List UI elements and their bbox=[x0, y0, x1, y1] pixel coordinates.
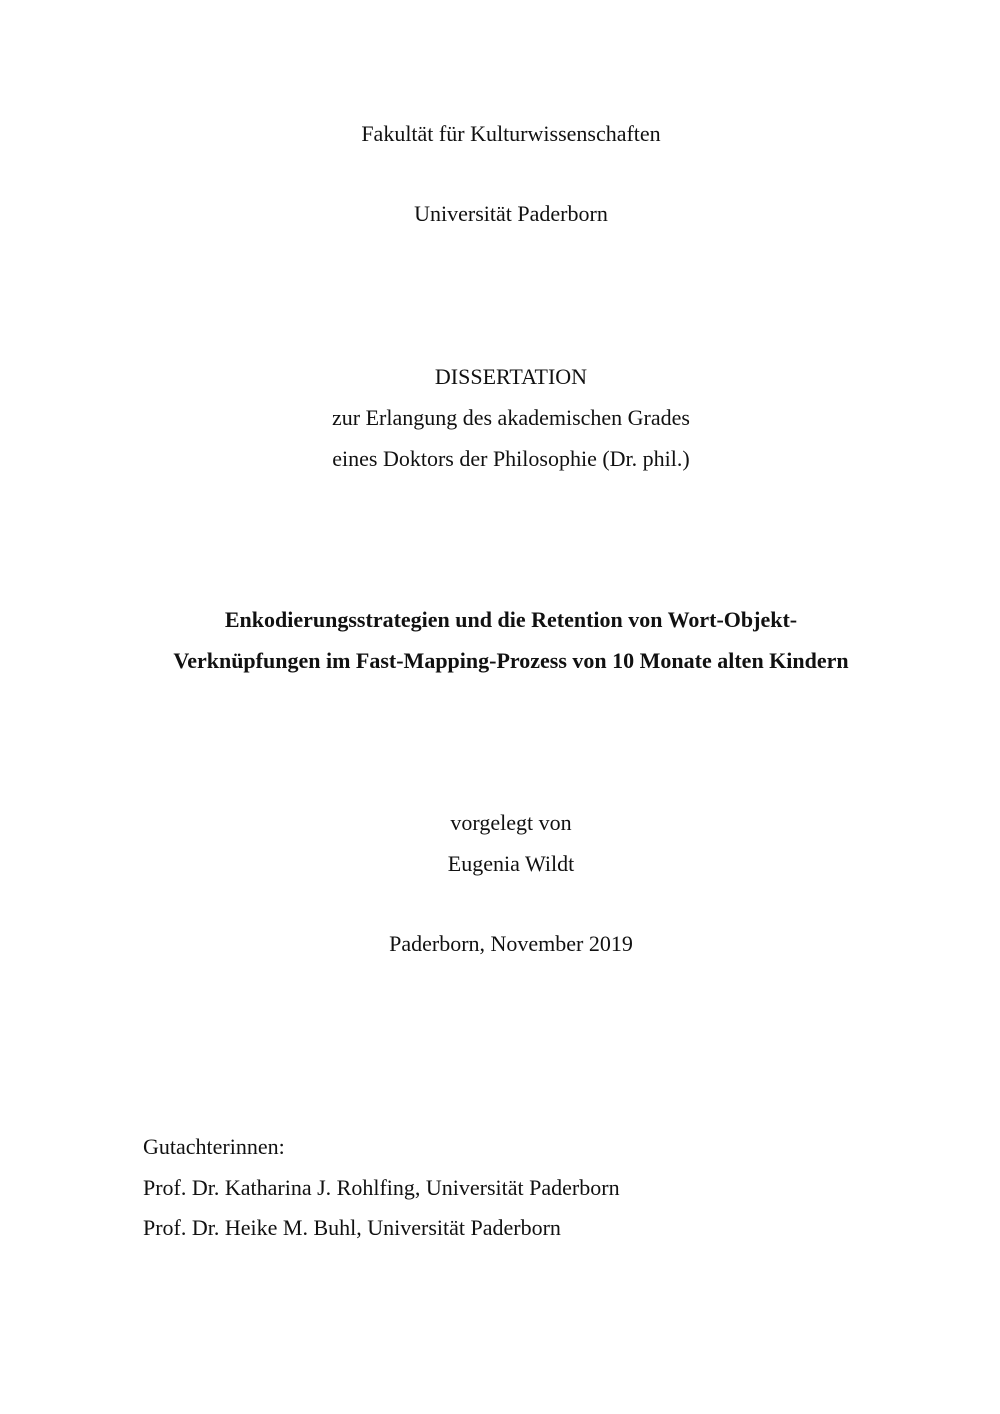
place-and-date: Paderborn, November 2019 bbox=[389, 931, 633, 956]
dissertation-title-line-2: Verknüpfungen im Fast-Mapping-Prozess von 10 Monate alten Kindern bbox=[173, 648, 849, 673]
author-name: Eugenia Wildt bbox=[447, 851, 575, 876]
dissertation-title-line-1: Enkodierungsstrategien und die Retention von Wort-Objekt- bbox=[224, 607, 798, 632]
document-type: DISSERTATION bbox=[434, 364, 588, 389]
faculty-name: Fakultät für Kulturwissenschaften bbox=[361, 121, 661, 146]
reviewers-label: Gutachterinnen: bbox=[143, 1134, 285, 1159]
reviewer-1: Prof. Dr. Katharina J. Rohlfing, Universität Paderborn bbox=[143, 1175, 620, 1200]
submitted-by-label: vorgelegt von bbox=[450, 810, 572, 835]
reviewer-2: Prof. Dr. Heike M. Buhl, Universität Paderborn bbox=[143, 1215, 561, 1240]
university-name: Universität Paderborn bbox=[414, 201, 608, 226]
degree-line: zur Erlangung des akademischen Grades bbox=[332, 405, 690, 430]
degree-title-line: eines Doktors der Philosophie (Dr. phil.) bbox=[332, 446, 690, 471]
